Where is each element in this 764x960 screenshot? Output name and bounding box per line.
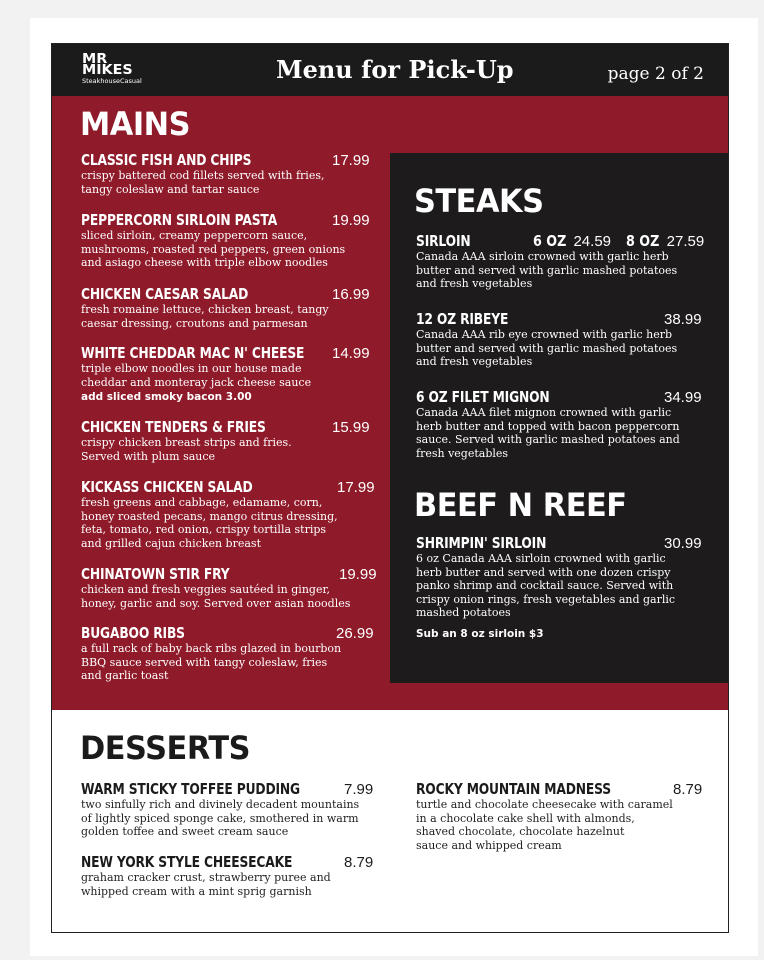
- item-name: CHICKEN TENDERS & FRIES: [81, 418, 266, 436]
- menu-item: [81, 478, 381, 551]
- item-desc-line: a full rack of baby back ribs glazed in bourbon: [81, 642, 342, 655]
- item-desc-line: Canada AAA rib eye crowned with garlic herb: [416, 328, 673, 341]
- item-price: 24.59: [573, 233, 612, 250]
- item-desc-line: 6 oz Canada AAA sirloin crowned with garlic: [416, 552, 666, 565]
- item-desc-line: fresh greens and cabbage, edamame, corn,: [81, 496, 323, 509]
- page-indicator: page 2 of 2: [607, 64, 704, 84]
- item-name: 6 OZ FILET MIGNON: [416, 388, 550, 406]
- item-desc-line: herb butter and served with one dozen crispy: [416, 565, 671, 579]
- sirloin-sizes: [530, 232, 704, 251]
- menu-item: [416, 780, 706, 853]
- menu-item: [81, 418, 371, 464]
- item-desc-line: triple elbow noodles in our house made: [81, 362, 302, 375]
- item-desc-line: graham cracker crust, strawberry puree and: [81, 871, 331, 884]
- item-desc-line: BBQ sauce served with tangy coleslaw, fries: [81, 655, 328, 669]
- item-desc-line: shaved chocolate, chocolate hazelnut: [416, 825, 625, 838]
- item-name: CHINATOWN STIR FRY: [81, 565, 230, 583]
- menu-item: [81, 565, 381, 611]
- menu-item: [81, 285, 371, 331]
- item-desc-line: of lightly spiced sponge cake, smothered in warm: [81, 811, 359, 825]
- item-name: CHICKEN CAESAR SALAD: [81, 285, 249, 303]
- menu-header: [52, 44, 728, 96]
- item-price: 8.79: [344, 854, 374, 871]
- item-desc-line: butter and served with garlic mashed potatoes: [416, 263, 678, 277]
- item-name: SHRIMPIN' SIRLOIN: [416, 534, 547, 552]
- logo-line1: MR: [82, 52, 108, 67]
- item-price: 14.99: [332, 345, 370, 362]
- item-desc-line: golden toffee and sweet cream sauce: [81, 825, 289, 838]
- beef-n-reef-title: BEEF N REEF: [414, 486, 627, 524]
- logo-line3: SteakhouseCasual: [82, 77, 142, 85]
- menu-item: [81, 780, 381, 840]
- item-desc-line: herb butter and topped with bacon peppercorn: [416, 419, 680, 433]
- item-price: 34.99: [664, 389, 702, 406]
- menu-item: [81, 624, 381, 684]
- item-addon: Sub an 8 oz sirloin $3: [416, 627, 544, 640]
- item-desc-line: honey roasted pecans, mango citrus dressing,: [81, 509, 338, 523]
- item-price: 27.59: [666, 233, 705, 250]
- item-name: SIRLOIN: [416, 232, 471, 250]
- desserts-title: DESSERTS: [80, 729, 251, 767]
- item-price: 15.99: [332, 419, 370, 436]
- item-desc-line: crispy onion rings, fresh vegetables and garlic: [416, 592, 676, 606]
- item-name: PEPPERCORN SIRLOIN PASTA: [81, 211, 278, 229]
- menu-item: [416, 232, 706, 292]
- item-desc-line: cheddar and monteray jack cheese sauce: [81, 375, 312, 389]
- item-desc-line: two sinfully rich and divinely decadent mountains: [81, 798, 360, 811]
- item-name: CLASSIC FISH AND CHIPS: [81, 151, 252, 169]
- menu-item: [81, 211, 371, 271]
- item-desc-line: crispy battered cod fillets served with fries,: [81, 169, 325, 182]
- item-desc-line: sauce and whipped cream: [416, 838, 562, 852]
- mains-title: MAINS: [80, 105, 191, 143]
- menu-item: [416, 534, 706, 641]
- item-desc-line: and fresh vegetables: [416, 277, 533, 290]
- item-price: 8.79: [673, 781, 703, 798]
- item-desc-line: butter and served with garlic mashed potatoes: [416, 341, 678, 355]
- item-price: 19.99: [332, 212, 370, 229]
- item-desc-line: sliced sirloin, creamy peppercorn sauce,: [81, 229, 308, 242]
- item-name: 12 OZ RIBEYE: [416, 310, 509, 328]
- item-addon: add sliced smoky bacon 3.00: [81, 391, 252, 403]
- item-desc-line: mushrooms, roasted red peppers, green onions: [81, 242, 346, 256]
- item-name: ROCKY MOUNTAIN MADNESS: [416, 780, 611, 798]
- item-price: 17.99: [337, 479, 375, 496]
- item-name: WHITE CHEDDAR MAC N' CHEESE: [81, 344, 305, 362]
- item-price: 17.99: [332, 152, 370, 169]
- item-desc-line: and fresh vegetables: [416, 355, 533, 368]
- menu-item: [81, 853, 381, 899]
- item-desc-line: and garlic toast: [81, 669, 169, 682]
- item-desc-line: Served with plum sauce: [81, 449, 216, 463]
- item-name: BUGABOO RIBS: [81, 624, 185, 642]
- item-price: 19.99: [339, 566, 377, 583]
- menu-item: [416, 388, 706, 461]
- item-desc-line: fresh romaine lettuce, chicken breast, tangy: [81, 303, 329, 316]
- item-desc-line: in a chocolate cake shell with almonds,: [416, 811, 635, 825]
- item-desc-line: turtle and chocolate cheesecake with caramel: [416, 798, 673, 811]
- item-desc-line: chicken and fresh veggies sautéed in ginger,: [81, 583, 331, 596]
- item-desc-line: Canada AAA sirloin crowned with garlic herb: [416, 250, 669, 263]
- item-price: 7.99: [344, 781, 374, 798]
- item-desc-line: and asiago cheese with triple elbow noodles: [81, 256, 328, 269]
- item-price: 16.99: [332, 286, 370, 303]
- menu-title: Menu for Pick-Up: [276, 55, 514, 84]
- item-price: 38.99: [664, 311, 702, 328]
- item-desc-line: feta, tomato, red onion, crispy tortilla strips: [81, 523, 327, 536]
- item-name: NEW YORK STYLE CHEESECAKE: [81, 853, 293, 871]
- item-desc-line: and grilled cajun chicken breast: [81, 536, 261, 550]
- steaks-title: STEAKS: [414, 182, 544, 220]
- size-label: 8 OZ: [626, 232, 660, 250]
- size-label: 6 OZ: [532, 232, 567, 250]
- menu-item: [81, 151, 371, 197]
- item-desc-line: caesar dressing, croutons and parmesan: [81, 316, 308, 330]
- item-desc-line: whipped cream with a mint sprig garnish: [81, 884, 312, 898]
- item-desc-line: panko shrimp and cocktail sauce. Served with: [416, 579, 674, 592]
- item-price: 26.99: [336, 625, 374, 642]
- item-desc-line: honey, garlic and soy. Served over asian noodles: [81, 596, 351, 610]
- item-desc-line: fresh vegetables: [416, 446, 509, 460]
- item-price: 30.99: [664, 535, 702, 552]
- item-desc-line: sauce. Served with garlic mashed potatoes and: [416, 433, 680, 446]
- logo-line2: MIKES: [82, 63, 133, 78]
- item-desc-line: tangy coleslaw and tartar sauce: [81, 182, 260, 196]
- item-name: WARM STICKY TOFFEE PUDDING: [81, 780, 300, 798]
- item-desc-line: Canada AAA filet mignon crowned with garlic: [416, 406, 672, 419]
- mr-mikes-logo: [82, 54, 162, 85]
- item-name: KICKASS CHICKEN SALAD: [81, 478, 253, 496]
- menu-item: [81, 344, 371, 404]
- menu-item: [416, 310, 706, 370]
- item-desc-line: mashed potatoes: [416, 606, 511, 619]
- item-desc-line: crispy chicken breast strips and fries.: [81, 436, 292, 449]
